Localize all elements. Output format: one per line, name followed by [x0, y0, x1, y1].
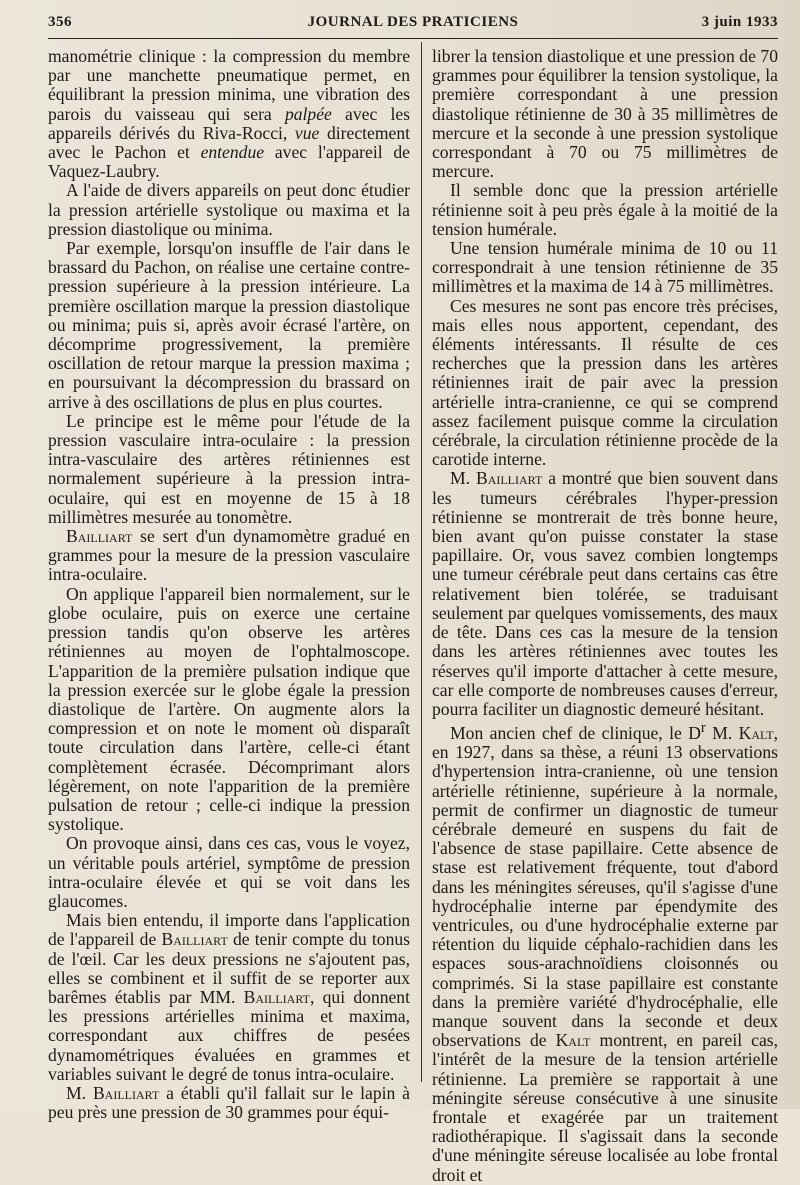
emphasis-text: vue [294, 122, 320, 143]
emphasis-text: palpée [284, 103, 332, 124]
paragraph-text: Mais bien entendu, il importe dans l'application de l'appareil de [48, 910, 410, 950]
author-name: Bailliart [243, 986, 310, 1007]
paragraph [432, 719, 778, 1185]
paragraph [48, 181, 410, 239]
author-name: Bailliart [161, 929, 228, 950]
paragraph-text: a établi qu'il fallait sur le lapin à peu près une pression de 30 grammes pour équi- [48, 1082, 410, 1123]
paragraph-text: Il semble donc que la pression artérielle rétinienne soit à peu près égale à la moitié de la tension humérale. [432, 180, 778, 239]
paragraph [48, 47, 410, 181]
paragraph-text: Ces mesures ne sont pas encore très précises, mais elles nous apportent, cependant, des éléments intéressants. Il résulte de ces recherches que la pression dans les artères rétiniennes irait de pair avec la pression artérielle intra-cranienne, ce qui se comprend assez facilement puisque comme la circulation cérébrale, la circulation rétinienne procède de la carotide interne. [432, 295, 778, 470]
emphasis-text: entendue [200, 142, 265, 163]
paragraph-text: de tenir compte du tonus de l'œil. Car les deux pressions ne s'ajoutent pas, elles se combinent et il suffit de se reporter aux barêmes établis par MM. [48, 929, 411, 1007]
paragraph [48, 911, 410, 1084]
paragraph-text: Mon ancien chef de clinique, le D [450, 722, 701, 743]
paragraph-text: Par exemple, lorsqu'on insuffle de l'air dans le brassard du Pachon, on réalise une certaine contre-pression supérieure à la pression intérieure. La première oscillation marque la pression diastolique ou minima; puis si, après avoir écrasé l'artère, on décomprime progressivement, la première oscillation de retour marque la pression maxima ; en poursuivant la décompression du brassard on arrive à des oscillations de plus en plus courtes. [48, 238, 410, 412]
author-name: Bailliart [475, 468, 543, 489]
paragraph-text: manométrie clinique : la compression du membre par une manchette pneumatique permet, en équilibrant la pression minima, une vibration des parois du vaisseau qui sera [48, 46, 410, 124]
paragraph [48, 585, 410, 835]
paragraph [48, 834, 410, 911]
journal-title: JOURNAL DES PRATICIENS [307, 14, 519, 30]
paragraph [432, 181, 778, 239]
left-column [48, 47, 410, 1122]
paragraph [432, 469, 778, 719]
paragraph-text: , qui donnent les pressions artérielles minima et maxima, correspondant aux chiffres de pesées dynamométriques évaluées en grammes et variables suivant le degré de tonus intra-oculaire. [48, 986, 410, 1084]
author-name: Kalt [555, 1030, 591, 1051]
paragraph [432, 47, 778, 181]
paragraph-text: On provoque ainsi, dans ces cas, vous le voyez, un véritable pouls artériel, symptôme de pression intra-oculaire élevée et qui se voit dans les glaucomes. [48, 833, 410, 911]
paragraph [48, 412, 410, 527]
paragraph [432, 297, 778, 470]
paragraph-text: avec les appareils dérivés du Riva-Rocci, [48, 103, 410, 143]
page-number: 356 [48, 14, 72, 30]
right-column [432, 47, 778, 1185]
paragraph-text: librer la tension diastolique et une pression de 70 grammes pour équilibrer la tension systolique, la première correspondant à une pression diastolique rétinienne de 30 à 35 millimètres de mercure et la seconde à une pression systolique correspondant à 70 ou 75 millimètres de mercure. [432, 46, 778, 182]
paragraph-text: se sert d'un dynamomètre gradué en grammes pour la mesure de la pression vasculaire intra-oculaire. [48, 526, 410, 585]
paragraph [48, 527, 410, 585]
paragraph-text: Une tension humérale minima de 10 ou 11 correspondrait à une tension rétinienne de 35 millimètres et la maxima de 14 à 75 millimètres. [432, 238, 778, 297]
paragraph-text: M. [705, 722, 739, 743]
column-divider [421, 42, 422, 1082]
paragraph-text: M. [66, 1082, 93, 1103]
paragraph-text: Le principe est le même pour l'étude de la pression vasculaire intra-oculaire : la pression intra-vasculaire des artères rétiniennes est normalement supérieure à la pression intra-oculaire, qui est en moyenne de 15 à 18 millimètres mesurée au tonomètre. [48, 410, 410, 527]
paragraph-text: , en 1927, dans sa thèse, a réuni 13 observations d'hypertension intra-cranienne, où une tension artérielle rétinienne, supérieure à la normale, permit de confirmer un diagnostic de tumeur cérébrale demeuré en suspens du fait de l'absence de stase papillaire. Cette absence de stase est relativement fréquente, tout d'abord dans les méningites séreuses, qu'il s'agisse d'une hydrocéphalie interne par épendymite des ventricules, ou d'une hydrocéphalie externe par rétention du liquide céphalo-rachidien dans les espaces sous-arachnoïdiens cloisonnés ou comprimés. Si la stase papillaire est constante dans la première variété d'hydrocéphalie, elle manque souvent dans la seconde et deux observations de [432, 722, 779, 1051]
issue-date: 3 juin 1933 [701, 14, 778, 30]
author-name: Kalt [738, 722, 774, 743]
paragraph-text: On applique l'appareil bien normalement, sur le globe oculaire, puis on exerce une certaine pression tandis qu'on observe les artères rétiniennes au moyen de l'ophtalmoscope. L'apparition de la première pulsation indique que la pression exercée sur le globe égale la pression diastolique de l'artère. On augmente alors la compression et on note le moment où disparaît toute circulation dans l'artère, celle-ci étant complètement écrasée. Décomprimant alors légèrement, on note l'apparition de la première pulsation de retour ; celle-ci indique la pression systolique. [48, 583, 410, 835]
paragraph-text: M. [450, 468, 476, 489]
paragraph-text: a montré que bien souvent dans les tumeurs cérébrales l'hyper-pression rétinienne se montrerait de très bonne heure, bien avant qu'on puisse constater la stase papillaire. Or, vous savez combien longtemps une tumeur cérébrale peut dans certains cas être relativement bien tolérée, se traduisant seulement par quelques vomissements, des maux de tête. Dans ces cas la mesure de la tension dans les artères rétiniennes avec toutes les réserves qu'il importe d'attacher à cette mesure, car elle comporte de nombreuses causes d'erreur, pourra faciliter un diagnostic demeuré hésitant. [432, 468, 778, 719]
paragraph-text: r [700, 720, 706, 737]
paragraph [48, 239, 410, 412]
paragraph [48, 1084, 410, 1122]
paragraph-text: avec l'appareil de Vaquez-Laubry. [48, 142, 410, 182]
author-name: Bailliart [92, 1082, 160, 1103]
paragraph [432, 239, 778, 297]
author-name: Bailliart [66, 526, 133, 547]
paragraph-text: directement avec le Pachon et [48, 122, 411, 163]
running-header [48, 14, 778, 36]
paragraph-text: montrent, en pareil cas, l'intérêt de la mesure de la tension artérielle rétinienne. La première se rapportait à une méningite séreuse consécutive à une sinusite frontale et exagérée par un traitement radiothérapique. Il s'agissait dans la seconde d'une méningite séreuse localisée au lobe frontal droit et [432, 1030, 779, 1185]
paragraph-text: A l'aide de divers appareils on peut donc étudier la pression artérielle systolique ou maxima et la pression diastolique ou minima. [48, 180, 410, 239]
header-rule [48, 38, 778, 39]
